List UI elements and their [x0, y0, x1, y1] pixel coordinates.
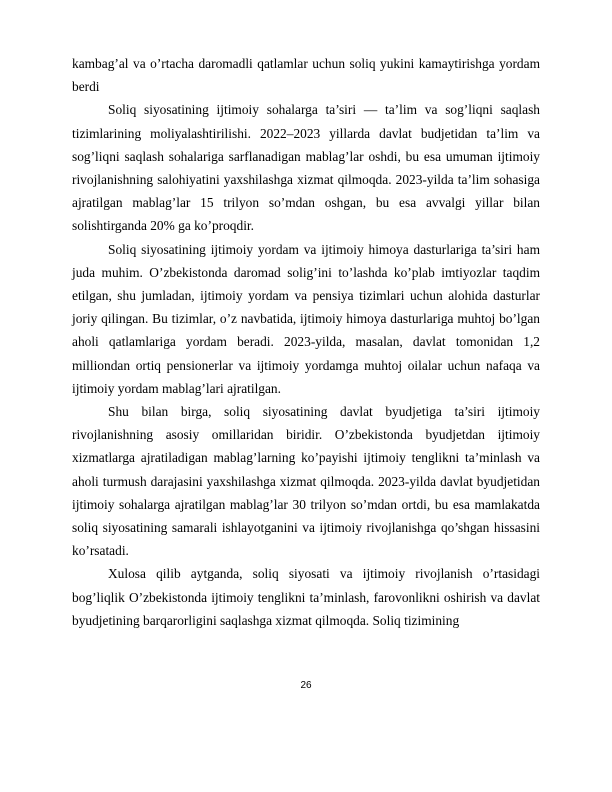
document-page	[72, 52, 540, 691]
paragraph-state-budget: Shu bilan birga, soliq siyosatining davlat byudjetiga ta’siri ijtimoiy rivojlanishning asosiy omillaridan biridir. O’zbekistonda byudjetdan ijtimoiy xizmatlarga ajratiladigan mablag’larning ko’payishi ijtimoiy tenglikni ta’minlash va aholi turmush darajasini yaxshilashga xizmat qilmoqda. 2023-yilda davlat byudjetidan ijtimoiy sohalarga ajratilgan mablag’lar 30 trilyon so’mdan ortdi, bu esa mamlakatda soliq siyosatining samarali ishlayotganini va ijtimoiy rivojlanishga qo’shgan hissasini ko’rsatadi.	[72, 404, 540, 559]
paragraph-education-health-funding: Soliq siyosatining ijtimoiy sohalarga ta’siri — ta’lim va sog’liqni saqlash tizimlarining moliyalashtirilishi. 2022–2023 yillarda davlat budjetidan ta’lim va sog’liqni saqlash sohalariga sarflanadigan mablag’lar oshdi, bu esa umuman ijtimoiy rivojlanishning salohiyatini yaxshilashga xizmat qilmoqda. 2023-yilda ta’lim sohasiga ajratilgan mablag’lar 15 trilyon so’mdan oshgan, bu esa avvalgi yillar bilan solishtirganda 20% ga ko’proqdir.	[72, 102, 540, 234]
paragraph-conclusion: Xulosa qilib aytganda, soliq siyosati va ijtimoiy rivojlanish o’rtasidagi bog’liqlik O’zbekistonda ijtimoiy tenglikni ta’minlash, farovonlikni oshirish va davlat byudjetining barqarorligini saqlashga xizmat qilmoqda. Soliq tizimining	[72, 566, 540, 628]
page-number: 26	[300, 680, 312, 691]
paragraph-social-assistance: Soliq siyosatining ijtimoiy yordam va ijtimoiy himoya dasturlariga ta’siri ham juda muhim. O’zbekistonda daromad solig’ini to’lashda ko’plab imtiyozlar taqdim etilgan, shu jumladan, ijtimoiy yordam va pensiya tizimlari uchun alohida dasturlar joriy qilingan. Bu tizimlar, o’z navbatida, ijtimoiy himoya dasturlariga muhtoj bo’lgan aholi qatlamlariga yordam beradi. 2023-yilda, masalan, davlat tomonidan 1,2 milliondan ortiq pensionerlar va ijtimoiy yordamga muhtoj oilalar uchun nafaqa va ijtimoiy yordam mablag’lari ajratilgan.	[72, 241, 540, 396]
paragraph-continuation: kambag’al va o’rtacha daromadli qatlamlar uchun soliq yukini kamaytirishga yordam berdi	[72, 56, 540, 95]
